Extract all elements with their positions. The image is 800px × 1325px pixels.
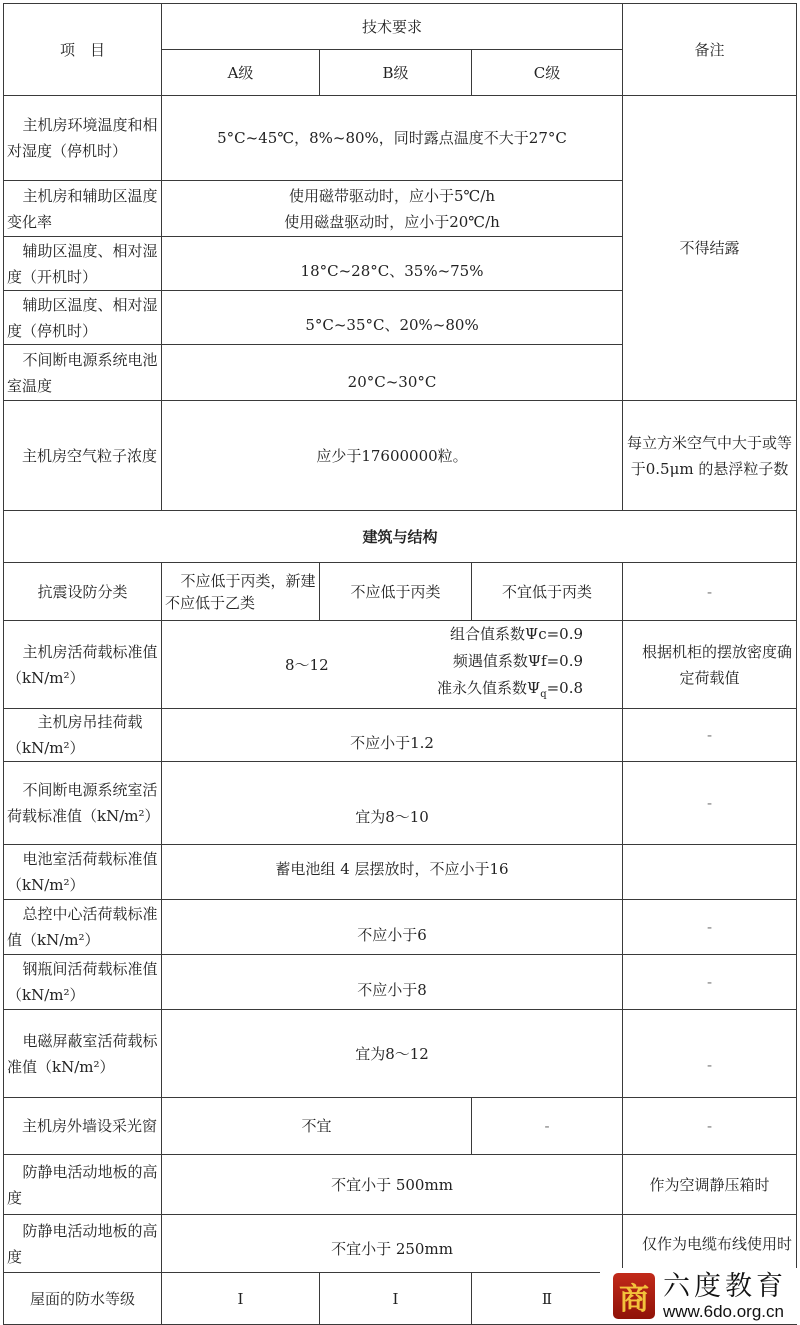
- row-item: 主机房和辅助区温度变化率: [4, 181, 162, 237]
- grade-ab-value: 不宜: [162, 1098, 472, 1155]
- row-item: 电池室活荷载标准值（kN/m²）: [4, 845, 162, 900]
- header-grade-c: C级: [472, 50, 623, 96]
- row-item: 屋面的防水等级: [4, 1273, 162, 1325]
- row-item: 辅助区温度、相对湿度（停机时）: [4, 291, 162, 345]
- row-item: 主机房外墙设采光窗: [4, 1098, 162, 1155]
- row-value: 不应小于1.2: [162, 709, 623, 762]
- row-item: 总控中心活荷载标准值（kN/m²）: [4, 900, 162, 955]
- value-line: 使用磁带驱动时，应小于5℃/h: [288, 186, 496, 205]
- header-grade-b: B级: [320, 50, 472, 96]
- row-value: 5°C~35°C、20%~80%: [162, 291, 623, 345]
- row-note: 仅作为电缆布线使用时: [623, 1215, 797, 1273]
- row-value: 5°C~45℃，8%~80%，同时露点温度不大于27°C: [162, 96, 623, 181]
- row-value: [162, 181, 623, 237]
- coefficients: [437, 621, 583, 708]
- row-value: 宜为8～12: [162, 1010, 623, 1098]
- row-note: -: [623, 1010, 797, 1098]
- row-note: [623, 845, 797, 900]
- logo-url: www.6do.org.cn: [663, 1301, 784, 1321]
- grade-b-value: 不应低于丙类: [320, 563, 472, 621]
- coef-q: 准永久值系数$\Psi_q=0.8$: [437, 679, 584, 700]
- logo-name: 六度教育: [663, 1270, 787, 1302]
- grade-a-value: 不应低于丙类，新建不应低于乙类: [162, 563, 320, 621]
- grade-c-value: -: [472, 1098, 623, 1155]
- coef-c: 组合值系数Ψc=0.9: [450, 625, 584, 643]
- row-item: 钢瓶间活荷载标准值（kN/m²）: [4, 955, 162, 1010]
- row-item: 不间断电源系统电池室温度: [4, 345, 162, 401]
- row-value: 18°C~28°C、35%~75%: [162, 237, 623, 291]
- row-item: 主机房环境温度和相对湿度（停机时）: [4, 96, 162, 181]
- grade-b-value: Ⅰ: [320, 1273, 472, 1325]
- row-note: -: [623, 1098, 797, 1155]
- row-note: 每立方米空气中大于或等于0.5μm 的悬浮粒子数: [623, 401, 797, 511]
- row-item: 抗震设防分类: [4, 563, 162, 621]
- row-note: -: [623, 900, 797, 955]
- row-note: -: [623, 709, 797, 762]
- row-note: 作为空调静压箱时: [623, 1155, 797, 1215]
- row-item: 防静电活动地板的高度: [4, 1215, 162, 1273]
- group-note: 不得结露: [623, 96, 797, 401]
- grade-c-value: Ⅱ: [472, 1273, 623, 1325]
- watermark-logo: [600, 1268, 800, 1324]
- row-item: 主机房活荷载标准值（kN/m²）: [4, 621, 162, 709]
- row-value: 不应小于8: [162, 955, 623, 1010]
- row-item: 主机房吊挂荷载（kN/m²）: [4, 709, 162, 762]
- row-value: 宜为8～10: [162, 762, 623, 845]
- row-value: 不应小于6: [162, 900, 623, 955]
- header-tech-req: 技术要求: [162, 4, 623, 50]
- row-note: -: [623, 563, 797, 621]
- row-value: 20°C~30°C: [162, 345, 623, 401]
- row-value: 不宜小于 250mm: [162, 1215, 623, 1273]
- grade-a-value: Ⅰ: [162, 1273, 320, 1325]
- row-note: -: [623, 955, 797, 1010]
- row-value: [162, 621, 623, 709]
- row-value: 蓄电池组 4 层摆放时，不应小于16: [162, 845, 623, 900]
- row-note: 根据机柜的摆放密度确定荷载值: [623, 621, 797, 709]
- coef-f: 频遇值系数Ψf=0.9: [452, 652, 584, 670]
- row-item: 不间断电源系统室活荷载标准值（kN/m²）: [4, 762, 162, 845]
- value-line: 使用磁盘驱动时，应小于20℃/h: [284, 212, 500, 231]
- grade-c-value: 不宜低于丙类: [472, 563, 623, 621]
- header-item: 项 目: [4, 4, 162, 96]
- row-item: 电磁屏蔽室活荷载标准值（kN/m²）: [4, 1010, 162, 1098]
- live-load-range: 8～12: [285, 655, 329, 674]
- row-item: 辅助区温度、相对湿度（开机时）: [4, 237, 162, 291]
- row-item: 防静电活动地板的高度: [4, 1155, 162, 1215]
- row-value: 应少于17600000粒。: [162, 401, 623, 511]
- spec-table: [3, 3, 797, 1325]
- section-title: 建筑与结构: [4, 511, 797, 563]
- row-value: 不宜小于 500mm: [162, 1155, 623, 1215]
- logo-badge-icon: 商: [613, 1273, 655, 1319]
- row-note: -: [623, 762, 797, 845]
- row-item: 主机房空气粒子浓度: [4, 401, 162, 511]
- header-note: 备注: [623, 4, 797, 96]
- header-grade-a: A级: [162, 50, 320, 96]
